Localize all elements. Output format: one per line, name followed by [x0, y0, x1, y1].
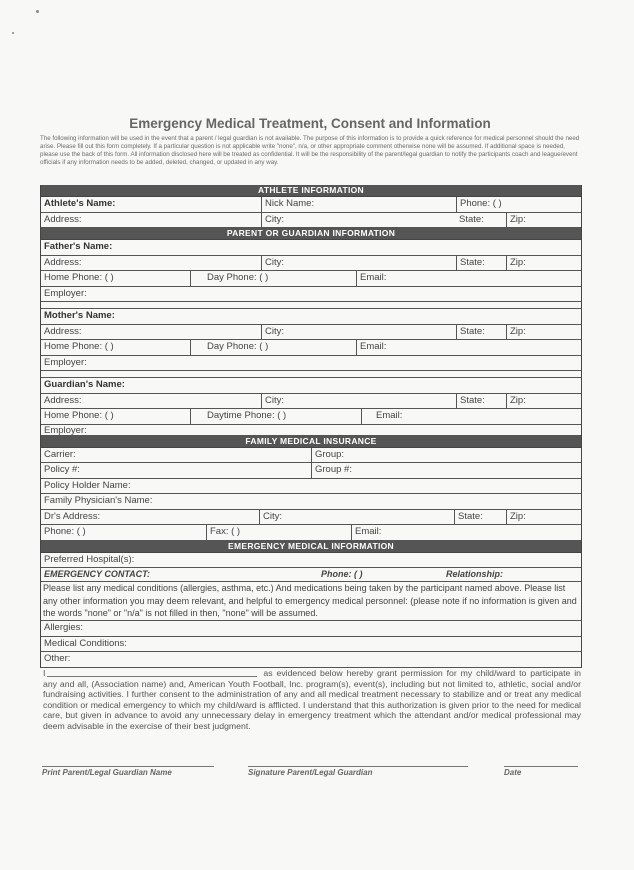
relationship-field[interactable]: Relationship: — [446, 569, 504, 579]
dr-email-field[interactable]: Email: — [351, 525, 580, 540]
parent-section-header: PARENT OR GUARDIAN INFORMATION — [41, 228, 581, 240]
allergies-row — [41, 621, 581, 637]
emergency-phone-field[interactable]: Phone: ( ) — [321, 569, 363, 579]
athlete-address-row — [41, 213, 581, 229]
athlete-address-field[interactable]: Address: — [44, 213, 82, 225]
mother-home-phone-field[interactable]: Home Phone: ( ) — [44, 341, 114, 352]
consent-text: as evidenced below hereby grant permission for my child/ward to participate in any and all, (Association name) and, American Youth Football, Inc. program(s), event(s), including but not limited to, athletic, social and/or fundraising activities. I further consent to the administration of any and all medical treatment necessary to stabilize and or treat any medical condition or medical emergency to which my child/ward is afflicted. I understand that this authorization is given prior to the need for medical care, but given in advance to avoid any unnecessary delay in emergency treatment which the attendant and/or medical professional may deem advisable in the exercise of their best judgment. — [43, 668, 581, 731]
guardian-home-phone-field[interactable]: Home Phone: ( ) — [44, 410, 114, 421]
dr-state-field[interactable]: State: — [454, 510, 506, 525]
scan-speck — [12, 32, 14, 34]
athlete-name-field[interactable]: Athlete's Name: — [44, 198, 116, 209]
mother-employer-row — [41, 356, 581, 372]
athlete-phone-field[interactable]: Phone: ( ) — [456, 197, 580, 212]
father-employer-field[interactable]: Employer: — [44, 287, 87, 299]
athlete-state-field[interactable]: State: — [459, 213, 484, 225]
preferred-hospital-field[interactable]: Preferred Hospital(s): — [44, 553, 135, 565]
consent-paragraph — [43, 668, 581, 732]
allergies-field[interactable]: Allergies: — [44, 622, 84, 633]
date-label: Date — [504, 768, 522, 777]
father-home-phone-field[interactable]: Home Phone: ( ) — [44, 272, 114, 283]
nick-name-field[interactable]: Nick Name: — [261, 197, 460, 212]
policy-holder-row — [41, 479, 581, 495]
form-intro: The following information will be used in the event that a parent / legal guardian is not available. The purpose of this information is to provide a quick reference for medical personnel should the need arise. Please fill out this form completely. If a particular question is not applicable write "none", n/a, or other appropriate comment otherwise none will be assumed. If additional space is needed, please use the back of this form. All information disclosed here will be treated as confidential. It will be the responsibility of the parent/legal guardian to notify the participants coach and league/event officials if any information needs to be added, deleted, changed, or updated in any way. — [40, 135, 580, 166]
father-address-row — [41, 256, 581, 272]
dr-address-row — [41, 510, 581, 526]
guardian-city-field[interactable]: City: — [261, 394, 455, 409]
date-line[interactable] — [504, 766, 578, 767]
group-number-field[interactable]: Group #: — [311, 463, 580, 478]
father-email-field[interactable] — [356, 271, 580, 286]
mother-email-label: mail: — [366, 341, 387, 352]
guardian-phone-row — [41, 409, 581, 425]
father-day-phone-field[interactable]: Day Phone: ( ) — [190, 271, 367, 286]
mother-email-field[interactable] — [356, 340, 580, 355]
emergency-contact-field[interactable]: EMERGENCY CONTACT: — [44, 569, 151, 579]
mother-city-field[interactable]: City: — [261, 325, 455, 340]
mother-phone-row — [41, 340, 581, 356]
mother-address-row — [41, 325, 581, 341]
mother-name-row — [41, 309, 581, 325]
other-row — [41, 652, 581, 668]
guardian-zip-field[interactable]: Zip: — [506, 394, 580, 409]
father-email-label: mail: — [366, 272, 387, 283]
athlete-zip-field[interactable]: Zip: — [506, 213, 580, 228]
other-field[interactable]: Other: — [44, 653, 71, 664]
guardian-name-field[interactable]: Guardian's Name: — [44, 379, 125, 390]
guardian-address-row — [41, 394, 581, 410]
father-address-field[interactable]: Address: — [44, 256, 82, 268]
athlete-section-header: ATHLETE INFORMATION — [41, 185, 581, 197]
athlete-name-row — [41, 197, 581, 213]
consent-name-blank[interactable] — [47, 676, 257, 677]
emergency-contact-row — [41, 568, 581, 582]
father-name-field[interactable]: Father's Name: — [44, 241, 113, 252]
guardian-employer-row — [41, 425, 581, 436]
consent-lead: I — [43, 668, 46, 678]
guardian-email-field[interactable]: Email: — [361, 409, 591, 424]
mother-email-e: E — [360, 341, 367, 352]
form-grid — [40, 185, 582, 668]
conditions-row — [41, 637, 581, 653]
father-employer-row — [41, 287, 581, 303]
hospital-row — [41, 553, 581, 569]
medical-conditions-field[interactable]: Medical Conditions: — [44, 637, 127, 649]
athlete-city-field[interactable]: City: — [261, 213, 455, 228]
guardian-employer-field[interactable]: Employer: — [44, 424, 87, 435]
carrier-field[interactable]: Carrier: — [44, 448, 76, 460]
dr-zip-field[interactable]: Zip: — [506, 510, 580, 525]
mother-zip-field[interactable]: Zip: — [506, 325, 580, 340]
mother-name-field[interactable]: Mother's Name: — [44, 310, 115, 321]
dr-fax-field[interactable]: Fax: ( ) — [206, 525, 350, 540]
carrier-row — [41, 448, 581, 464]
guardian-address-field[interactable]: Address: — [44, 394, 82, 406]
father-phone-row — [41, 271, 581, 287]
medical-instructions: Please list any medical conditions (allergies, asthma, etc.) And medications being taken by the participant named above. Please list any other information you may deem relevant, and helpful to emergency medical personnel: (please note if no information is given and the words "none" or "n/a" is not filled in then, "none" will be assumed. — [41, 582, 581, 621]
guardian-daytime-phone-field[interactable]: Daytime Phone: ( ) — [190, 409, 377, 424]
spacer-row — [41, 302, 581, 309]
policy-row — [41, 463, 581, 479]
father-city-field[interactable]: City: — [261, 256, 455, 271]
father-name-row — [41, 240, 581, 256]
mother-address-field[interactable]: Address: — [44, 325, 82, 337]
signature-line[interactable] — [248, 766, 468, 767]
physician-name-field[interactable]: Family Physician's Name: — [44, 495, 153, 506]
print-name-label: Print Parent/Legal Guardian Name — [42, 768, 172, 777]
policy-holder-field[interactable]: Policy Holder Name: — [44, 479, 131, 491]
physician-row — [41, 494, 581, 510]
mother-day-phone-field[interactable]: Day Phone: ( ) — [190, 340, 367, 355]
form-title: Emergency Medical Treatment, Consent and Information — [129, 116, 491, 131]
father-state-field[interactable]: State: — [456, 256, 505, 271]
scan-speck — [36, 10, 39, 13]
mother-employer-field[interactable]: Employer: — [44, 356, 87, 368]
emergency-section-header: EMERGENCY MEDICAL INFORMATION — [41, 541, 581, 553]
mother-state-field[interactable]: State: — [456, 325, 505, 340]
dr-phone-row — [41, 525, 581, 541]
print-name-line[interactable] — [42, 766, 214, 767]
father-zip-field[interactable]: Zip: — [506, 256, 580, 271]
dr-city-field[interactable]: City: — [259, 510, 453, 525]
spacer-row — [41, 371, 581, 378]
dr-address-field[interactable]: Dr's Address: — [44, 510, 101, 522]
signature-label: Signature Parent/Legal Guardian — [248, 768, 373, 777]
guardian-name-row — [41, 378, 581, 394]
group-field[interactable]: Group: — [311, 448, 580, 463]
dr-phone-field[interactable]: Phone: ( ) — [44, 526, 86, 537]
father-email-e: E — [360, 272, 367, 283]
policy-number-field[interactable]: Policy #: — [44, 464, 80, 475]
guardian-state-field[interactable]: State: — [456, 394, 505, 409]
insurance-section-header: FAMILY MEDICAL INSURANCE — [41, 436, 581, 448]
